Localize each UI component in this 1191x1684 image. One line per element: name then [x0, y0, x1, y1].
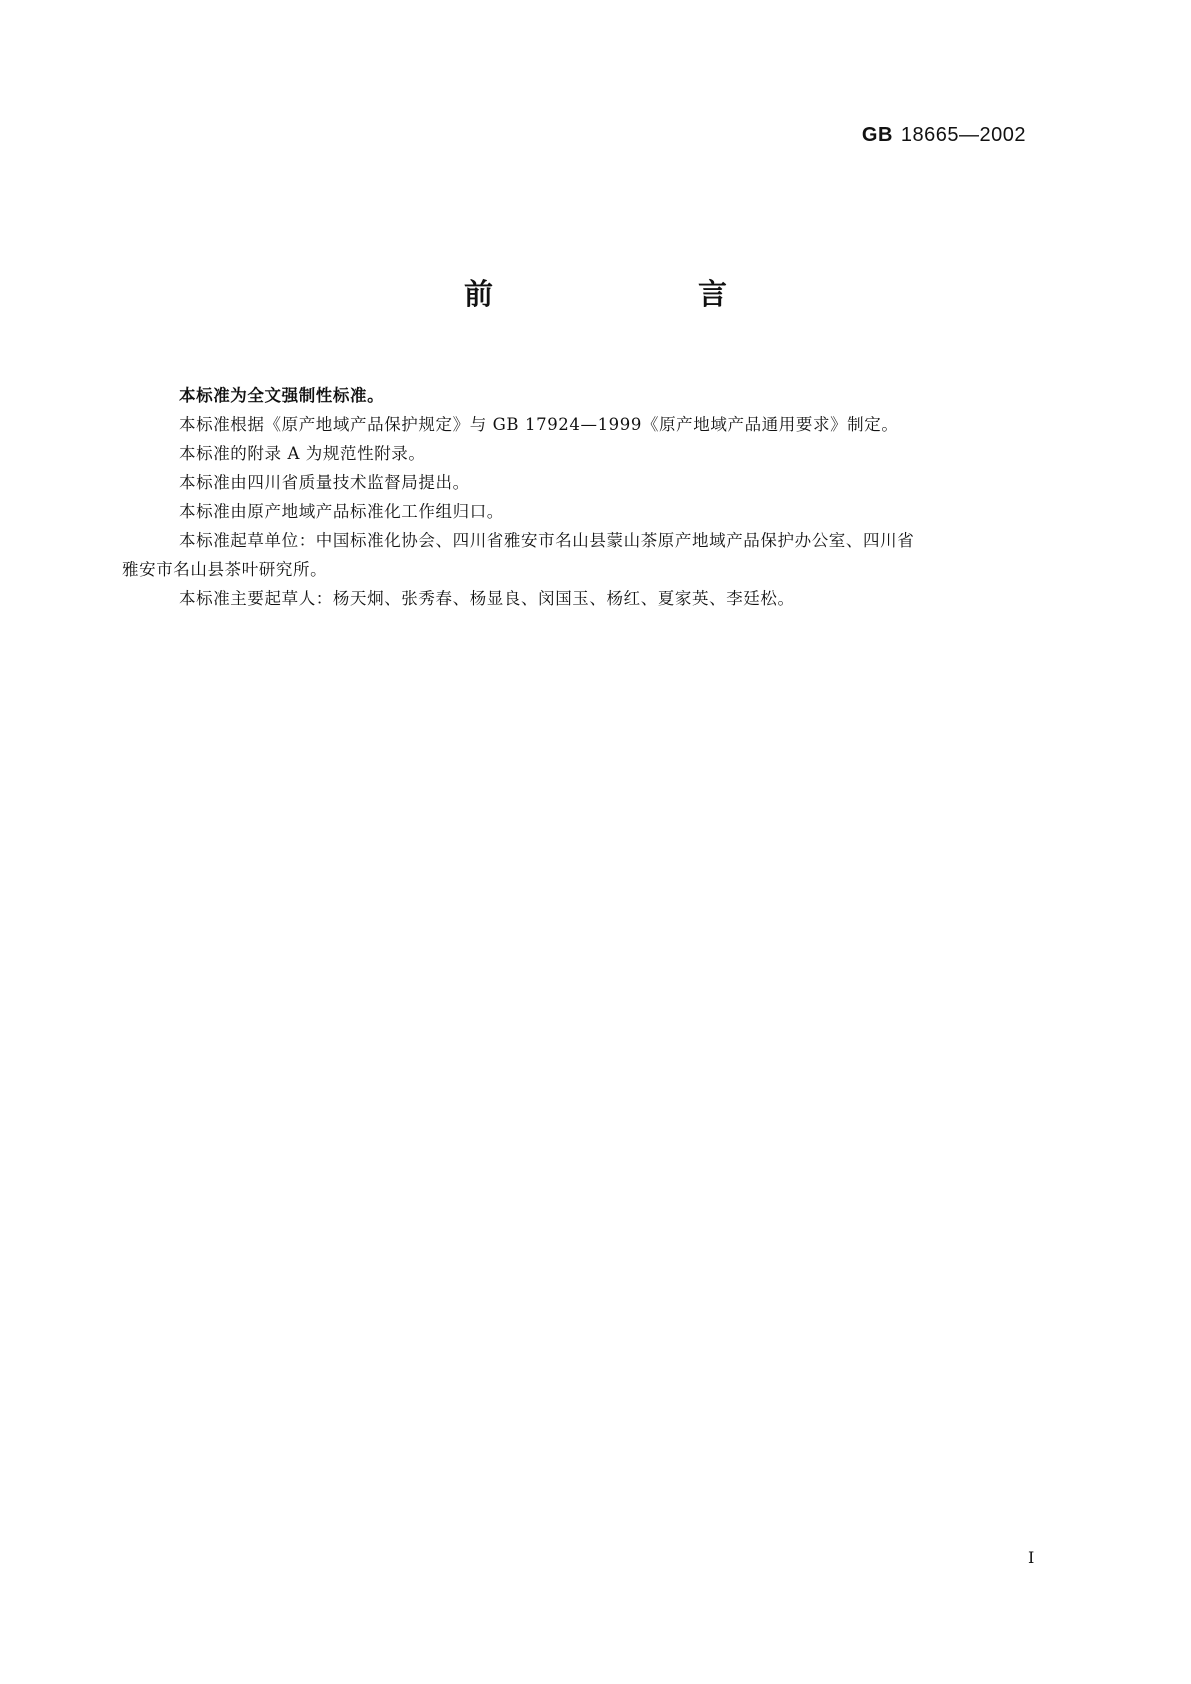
foreword-body: [122, 381, 1063, 613]
standard-code-number: 18665—2002: [900, 124, 1026, 146]
page-title: 前 言: [463, 277, 815, 311]
paragraph-responsible: 本标准由原产地域产品标准化工作组归口。: [179, 502, 504, 521]
standard-code-prefix: GB: [861, 124, 893, 146]
paragraph-drafting-units: [122, 526, 1063, 584]
paragraph-annex: 本标准的附录 A 为规范性附录。: [179, 444, 426, 463]
paragraph-basis: 本标准根据《原产地域产品保护规定》与 GB 17924—1999《原产地域产品通用要求》制定。: [179, 415, 899, 434]
page-number: I: [1028, 1548, 1035, 1567]
paragraph-drafters: 本标准主要起草人：杨天炯、张秀春、杨显良、闵国玉、杨红、夏家英、李廷松。: [179, 589, 795, 608]
paragraph-mandatory: 本标准为全文强制性标准。: [179, 386, 385, 405]
drafting-units-line-1: 本标准起草单位：中国标准化协会、四川省雅安市名山县蒙山茶原产地域产品保护办公室、四川省: [179, 531, 915, 550]
drafting-units-line-2: 雅安市名山县茶叶研究所。: [122, 560, 328, 579]
paragraph-proposer: 本标准由四川省质量技术监督局提出。: [179, 473, 470, 492]
standard-code: [862, 124, 1026, 147]
